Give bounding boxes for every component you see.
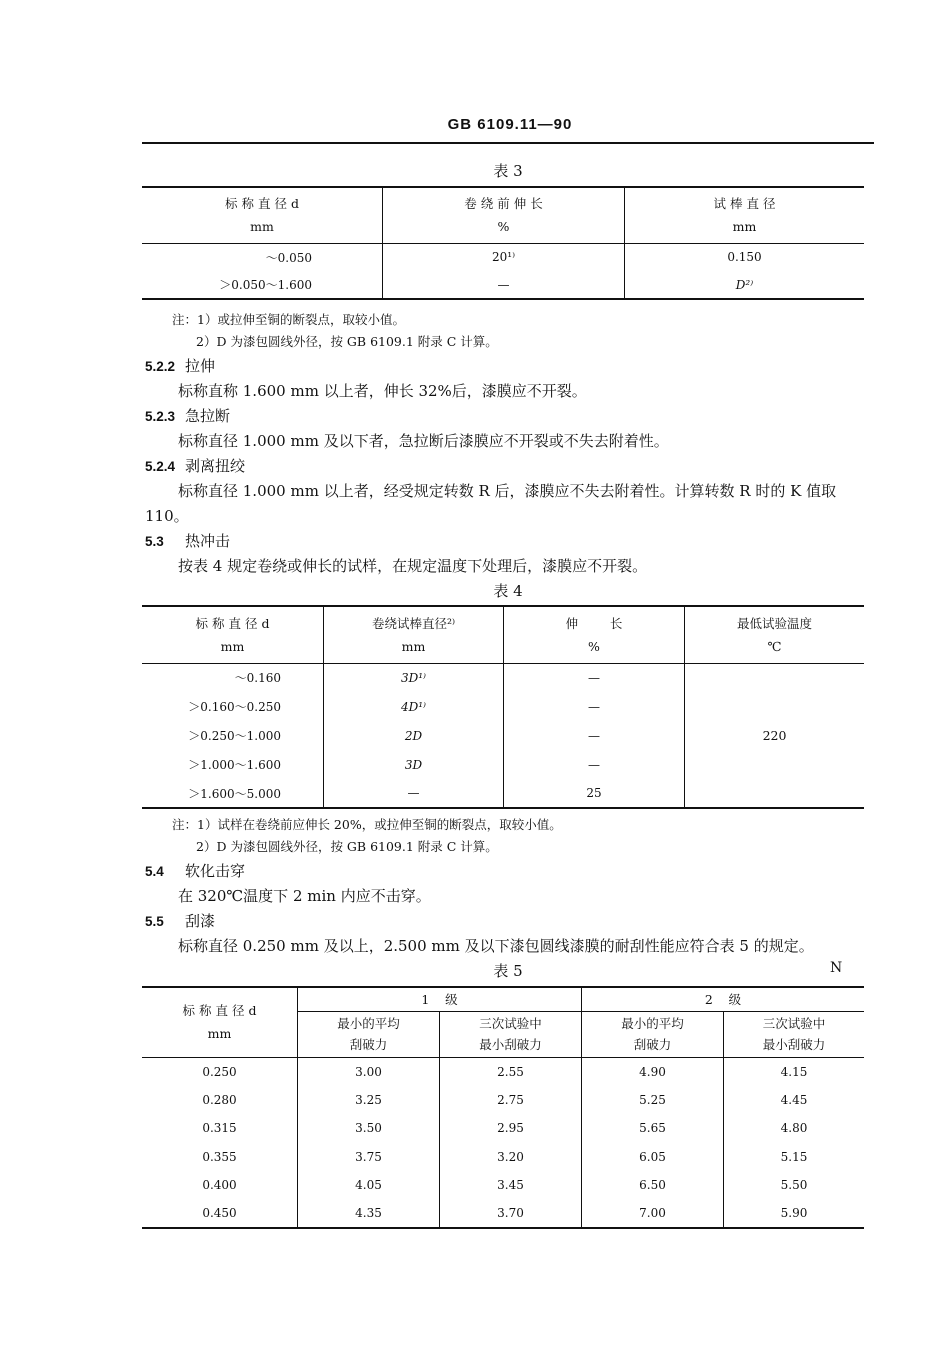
table-cell: 4.80 xyxy=(780,1121,808,1136)
table-cell: 4.90 xyxy=(582,1057,724,1086)
section-5-2-2-heading: 5.2.2 拉伸 xyxy=(145,357,216,375)
section-5-3-heading: 5.3 热冲击 xyxy=(145,532,231,550)
section-5-2-3-text: 标称直径 1.000 mm 及以下者，急拉断后漆膜应不开裂或不失去附着性。 xyxy=(178,432,669,450)
table-cell: 5.25 xyxy=(582,1086,724,1115)
table-cell: ＞1.600～5.000 xyxy=(142,779,324,808)
table3-header-diameter: 标 称 直 径 d mm xyxy=(142,187,383,243)
table-cell: 2.75 xyxy=(440,1086,582,1115)
table-row xyxy=(142,1086,864,1115)
table5-sub-avg-2: 最小的平均 刮破力 xyxy=(582,1011,724,1057)
standard-code-header: GB 6109.11—90 xyxy=(447,116,573,133)
section-5-2-2-text: 标称直称 1.600 mm 以上者，伸长 32%后，漆膜应不开裂。 xyxy=(178,382,587,400)
table-cell: 7.00 xyxy=(582,1200,724,1229)
table-cell: 20¹⁾ xyxy=(383,243,625,271)
table3-note-1: 注：1）或拉伸至铜的断裂点，取较小值。 xyxy=(172,312,405,327)
table3-note-2: 2）D 为漆包圆线外径，按 GB 6109.1 附录 C 计算。 xyxy=(196,334,498,349)
table-row xyxy=(142,1114,864,1143)
table4-header-rod: 卷绕试棒直径²⁾ mm xyxy=(324,606,504,663)
table5-grade-1: 1 级 xyxy=(298,987,582,1011)
table-cell: 0.250 xyxy=(142,1057,298,1086)
table-cell: — xyxy=(504,692,685,721)
table-row xyxy=(142,1200,864,1229)
table-cell: 5.65 xyxy=(582,1114,724,1143)
table-cell: 2.95 xyxy=(440,1114,582,1143)
table-cell: 3.70 xyxy=(440,1200,582,1229)
table-cell: 4.15 xyxy=(780,1064,808,1079)
table-cell: 4.05 xyxy=(298,1171,440,1200)
table-row xyxy=(142,1171,864,1200)
table-cell: ～0.050 xyxy=(142,243,383,271)
table-cell: 0.280 xyxy=(142,1086,298,1115)
table-cell: 2D xyxy=(324,721,504,750)
table-cell: 5.15 xyxy=(780,1149,808,1164)
section-5-5-heading: 5.5 刮漆 xyxy=(145,912,216,930)
table5-sub-min-2: 三次试验中 最小刮破力 xyxy=(724,1011,865,1057)
table-row xyxy=(142,663,864,692)
table-cell: — xyxy=(324,779,504,808)
table4 xyxy=(142,605,864,809)
table-cell: 4.35 xyxy=(298,1200,440,1229)
table5 xyxy=(142,986,864,1229)
table-cell: 0.315 xyxy=(142,1114,298,1143)
section-5-2-3-heading: 5.2.3 急拉断 xyxy=(145,407,231,425)
section-5-2-4-heading: 5.2.4 剥离扭绞 xyxy=(145,457,246,475)
table-cell: 5.90 xyxy=(780,1206,808,1221)
table5-unit: N xyxy=(830,960,843,976)
table-cell: 0.450 xyxy=(142,1200,298,1229)
table5-sub-min-1: 三次试验中 最小刮破力 xyxy=(440,1011,582,1057)
table5-caption: 表 5 xyxy=(493,962,523,980)
table-cell: 3.50 xyxy=(298,1114,440,1143)
table4-header-diameter: 标 称 直 径 d mm xyxy=(142,606,324,663)
table-row xyxy=(142,1143,864,1172)
section-5-3-text: 按表 4 规定卷绕或伸长的试样，在规定温度下处理后，漆膜应不开裂。 xyxy=(178,557,648,575)
table4-header-elongation: 伸 长 % xyxy=(504,606,685,663)
table-cell: 3D xyxy=(324,750,504,779)
table-cell: 3.20 xyxy=(440,1143,582,1172)
table-cell: 3.25 xyxy=(298,1086,440,1115)
table4-note-1: 注：1）试样在卷绕前应伸长 20%，或拉伸至铜的断裂点，取较小值。 xyxy=(172,817,562,832)
table3-header-elongation: 卷 绕 前 伸 长 % xyxy=(383,187,625,243)
section-5-2-4-text: 标称直径 1.000 mm 以上者，经受规定转数 R 后，漆膜应不失去附着性。计算转数 R 时的 K 值取 xyxy=(178,482,837,500)
table-cell: ＞1.000～1.600 xyxy=(142,750,324,779)
table4-temperature: 220 xyxy=(762,727,787,743)
table-cell: — xyxy=(383,271,625,299)
section-5-5-text: 标称直径 0.250 mm 及以上，2.500 mm 及以下漆包圆线漆膜的耐刮性能应符合表 5 的规定。 xyxy=(178,937,814,955)
table3 xyxy=(142,186,864,300)
table-cell: ＞0.250～1.000 xyxy=(142,721,324,750)
section-5-4-heading: 5.4 软化击穿 xyxy=(145,862,246,880)
table-cell: — xyxy=(504,721,685,750)
table-cell: 3.75 xyxy=(298,1143,440,1172)
table3-header-rod: 试 棒 直 径 mm xyxy=(625,187,865,243)
table-cell: 4.45 xyxy=(780,1092,808,1107)
table-cell: — xyxy=(504,750,685,779)
table5-grade-2: 2 级 xyxy=(582,987,865,1011)
table-cell: 4D¹⁾ xyxy=(324,692,504,721)
table-cell: 0.150 xyxy=(727,250,762,265)
table-cell: 3D¹⁾ xyxy=(324,663,504,692)
section-5-4-text: 在 320℃温度下 2 min 内应不击穿。 xyxy=(178,887,431,905)
table-cell: ～0.160 xyxy=(142,663,324,692)
table-cell: 5.50 xyxy=(780,1178,808,1193)
table-row xyxy=(142,243,864,271)
table-row xyxy=(142,271,864,299)
table-cell: 3.00 xyxy=(298,1057,440,1086)
table-cell: — xyxy=(504,663,685,692)
table-cell: ＞0.160～0.250 xyxy=(142,692,324,721)
table3-caption: 表 3 xyxy=(493,162,523,180)
table-cell: 3.45 xyxy=(440,1171,582,1200)
table-cell: 2.55 xyxy=(440,1057,582,1086)
table5-header-diameter: 标 称 直 径 d mm xyxy=(142,987,298,1057)
table5-sub-avg-1: 最小的平均 刮破力 xyxy=(298,1011,440,1057)
table-cell: 6.05 xyxy=(582,1143,724,1172)
table-cell: 0.400 xyxy=(142,1171,298,1200)
table-cell: 6.50 xyxy=(582,1171,724,1200)
table4-header-temp: 最低试验温度 ℃ xyxy=(685,606,865,663)
section-5-2-4-text-cont: 110。 xyxy=(145,507,189,525)
table4-note-2: 2）D 为漆包圆线外径，按 GB 6109.1 附录 C 计算。 xyxy=(196,839,498,854)
table-cell: ＞0.050～1.600 xyxy=(142,271,383,299)
table-row xyxy=(142,1057,864,1086)
table4-caption: 表 4 xyxy=(493,582,523,600)
table-cell: 25 xyxy=(504,779,685,808)
header-rule xyxy=(142,142,874,144)
table-cell: D²⁾ xyxy=(735,277,754,292)
table-cell: 0.355 xyxy=(142,1143,298,1172)
